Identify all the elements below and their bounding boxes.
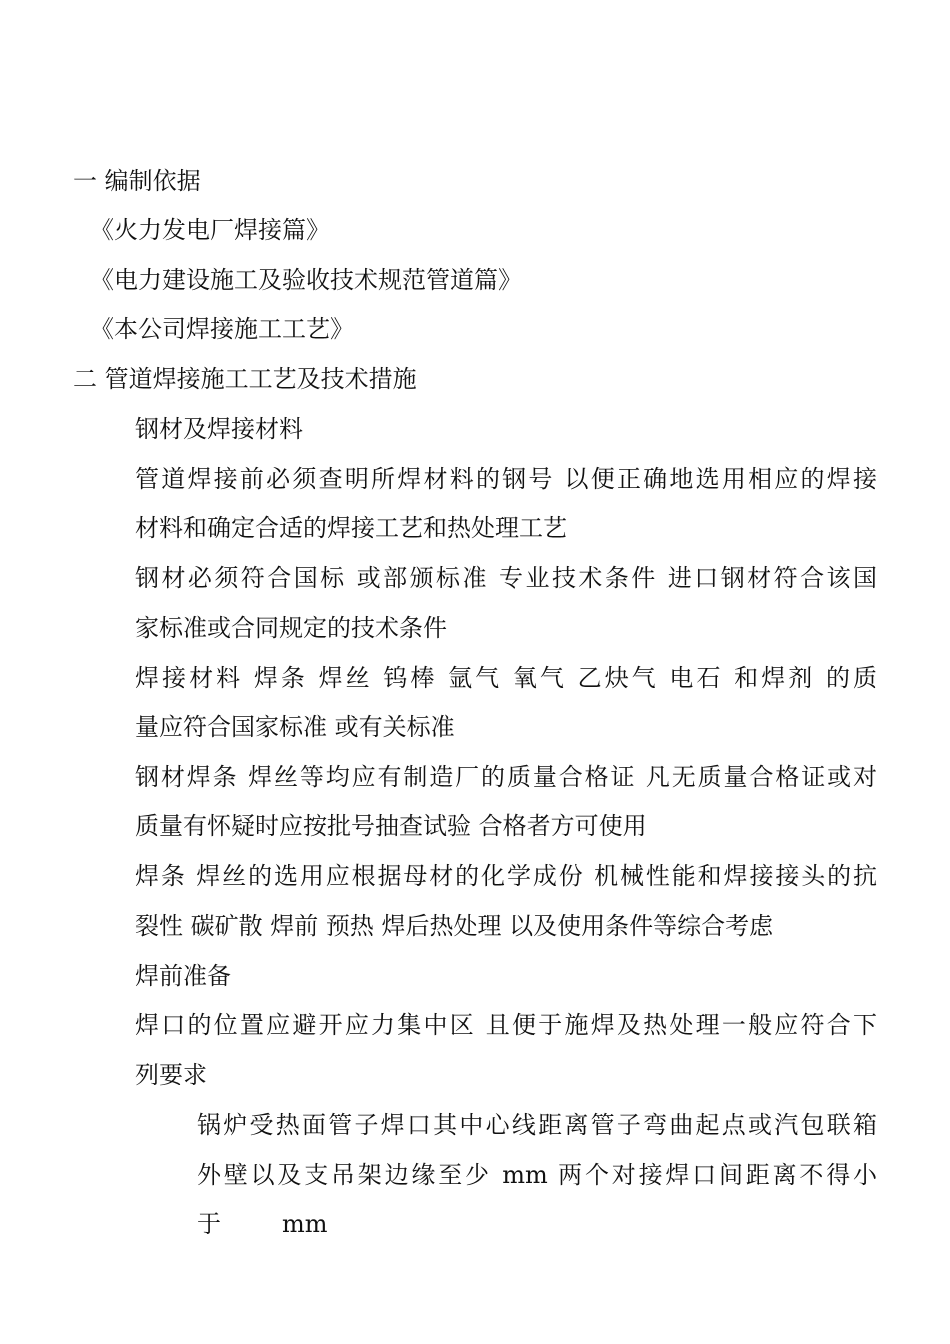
paragraph-line: 钢材必须符合国标 或部颁标准 专业技术条件 进口钢材符合该国 [135, 564, 877, 592]
reference-item: 《本公司焊接施工工艺》 [90, 315, 354, 343]
list-item-line: 锅炉受热面管子焊口其中心线距离管子弯曲起点或汽包联箱 [197, 1111, 877, 1139]
list-item-line: 于 mm [197, 1210, 328, 1238]
section-1-heading: 一 编制依据 [73, 167, 201, 195]
reference-item: 《火力发电厂焊接篇》 [90, 216, 330, 244]
paragraph-line: 质量有怀疑时应按批号抽查试验 合格者方可使用 [135, 812, 647, 840]
paragraph-line: 列要求 [135, 1061, 207, 1089]
list-item-line: 外壁以及支吊架边缘至少 mm 两个对接焊口间距离不得小 [197, 1161, 877, 1189]
paragraph-line: 家标准或合同规定的技术条件 [135, 614, 447, 642]
paragraph-line: 焊条 焊丝的选用应根据母材的化学成份 机械性能和焊接接头的抗 [135, 862, 877, 890]
paragraph-line: 焊接材料 焊条 焊丝 钨棒 氩气 氧气 乙炔气 电石 和焊剂 的质 [135, 664, 877, 692]
paragraph-line: 管道焊接前必须查明所焊材料的钢号 以便正确地选用相应的焊接 [135, 465, 877, 493]
paragraph-line: 裂性 碳矿散 焊前 预热 焊后热处理 以及使用条件等综合考虑 [135, 912, 774, 940]
reference-item: 《电力建设施工及验收技术规范管道篇》 [90, 266, 522, 294]
section-2-heading: 二 管道焊接施工工艺及技术措施 [73, 365, 417, 393]
paragraph-line: 焊口的位置应避开应力集中区 且便于施焊及热处理一般应符合下 [135, 1011, 877, 1039]
paragraph-line: 材料和确定合适的焊接工艺和热处理工艺 [135, 514, 567, 542]
paragraph-line: 量应符合国家标准 或有关标准 [135, 713, 455, 741]
subsection-title: 钢材及焊接材料 [135, 415, 303, 443]
paragraph-line: 钢材焊条 焊丝等均应有制造厂的质量合格证 凡无质量合格证或对 [135, 763, 877, 791]
subsection-title: 焊前准备 [135, 962, 231, 990]
